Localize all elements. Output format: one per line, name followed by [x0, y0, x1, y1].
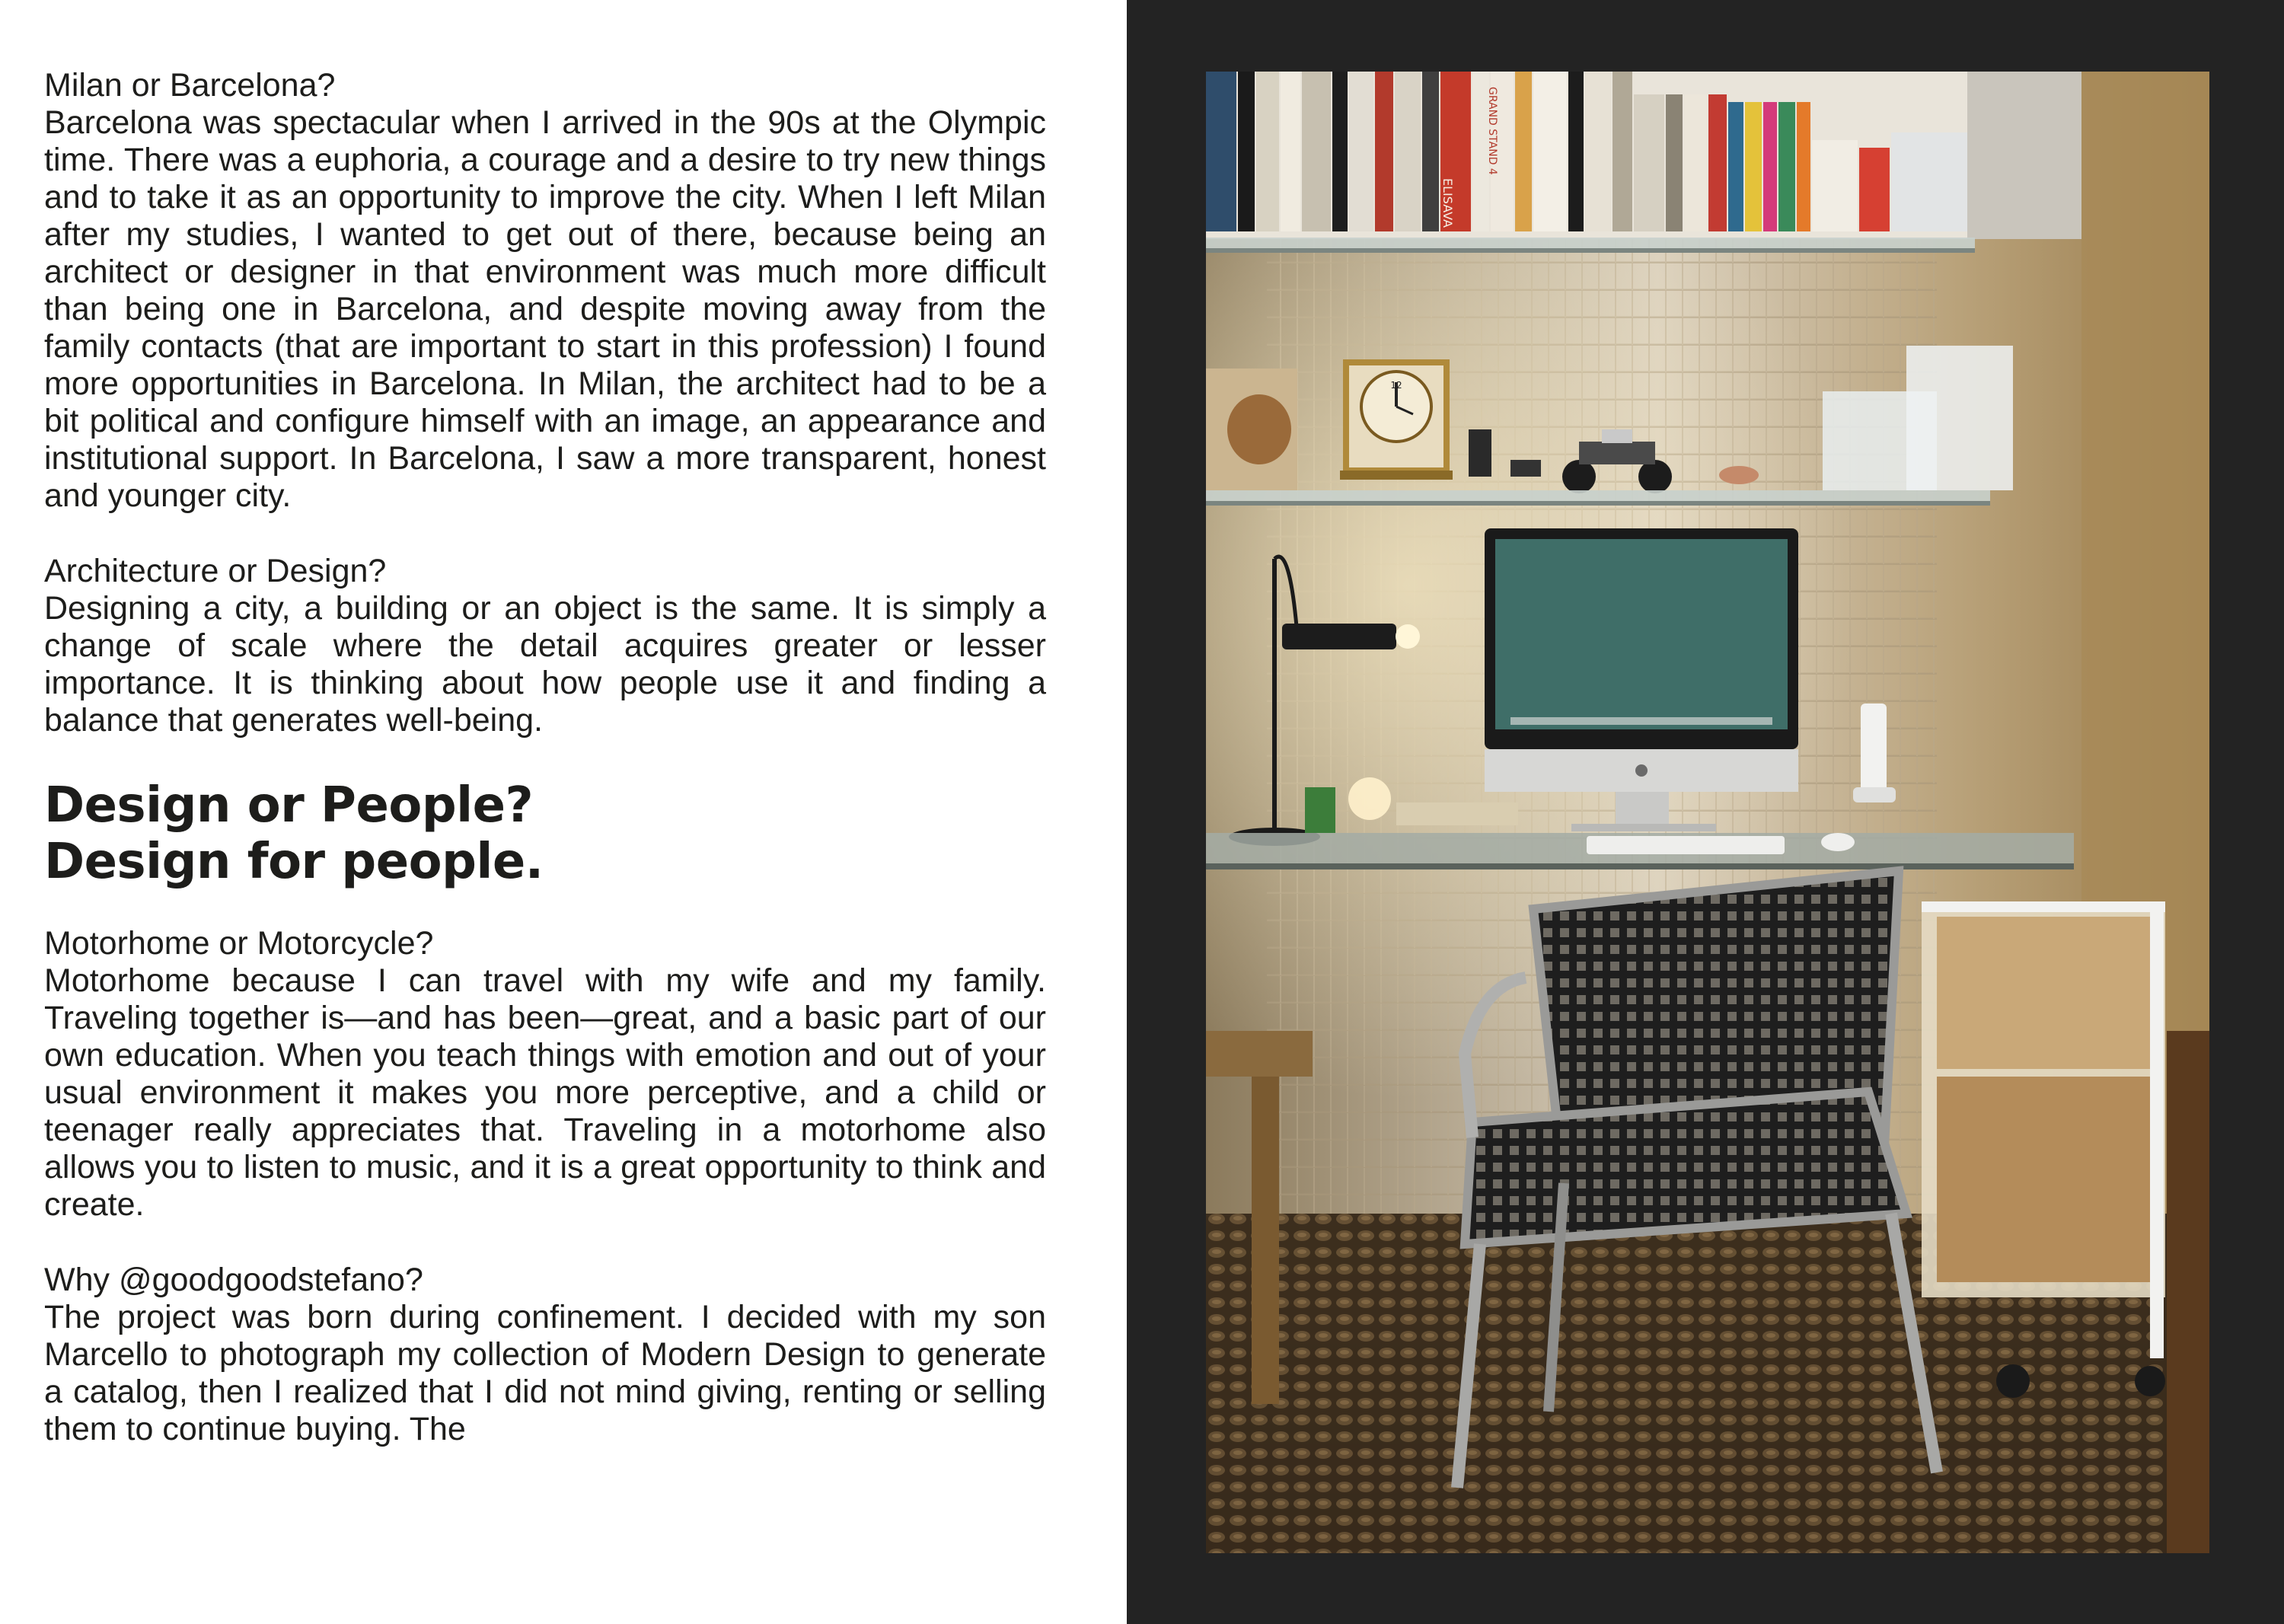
book-spine-label: GRAND STAND 4	[1486, 87, 1498, 175]
table-clock	[1340, 359, 1453, 480]
office-desk-photo	[1206, 72, 2209, 1553]
book-spine-label: ELISAVA	[1440, 178, 1455, 228]
office-desk-illustration	[1206, 72, 2209, 1553]
pull-quote	[44, 777, 1046, 890]
qa-block-goodgoodstefano	[44, 1262, 1046, 1448]
desktop-computer	[1485, 528, 1798, 831]
photo-panel	[1127, 0, 2284, 1624]
answer-paragraph: Barcelona was spectacular when I arrived in the 90s at the Olympic time. There was a euphoria, a courage and a desire to try new things and to take it as an opportunity to improve the city. When I left Milan after my studies, I wanted to get out of there, because being an architect or designer in that environment was much more difficult than being one in Barcelona, and despite moving away from the family contacts (that are important to start in this profession) I found more opportunities in Barcelona. In Milan, the architect had to be a bit political and configure himself with an image, an appearance and institutional support. In Barcelona, I saw a more transparent, honest and younger city.	[44, 104, 1046, 514]
question-heading: Milan or Barcelona?	[44, 67, 336, 104]
answer-paragraph: Motorhome because I can travel with my wife and my family. Traveling together is—and has been—great, and a basic part of our own education. When you teach things with emotion and out of your usual environment it makes you more perceptive, and a child or teenager really appreciates that. Traveling in a motorhome also allows you to listen to music, and it is a great opportunity to think and create.	[44, 962, 1046, 1223]
qa-block-architecture-design	[44, 553, 1046, 739]
pull-quote-line-1: Design or People?	[44, 777, 534, 834]
article-text-column	[44, 67, 1046, 1486]
keyboard	[1587, 836, 1785, 854]
bookshelf-top	[1206, 72, 2081, 253]
clock-numeral: 12	[1390, 380, 1402, 391]
pull-quote-line-2: Design for people.	[44, 834, 544, 890]
qa-block-milan-barcelona	[44, 67, 1046, 515]
question-heading: Motorhome or Motorcycle?	[44, 925, 434, 962]
answer-paragraph: Designing a city, a building or an object is the same. It is simply a change of scale where the detail acquires greater or lesser importance. It is thinking about how people use it and finding a balance that generates well-being.	[44, 590, 1046, 739]
question-heading: Architecture or Design?	[44, 553, 387, 589]
answer-paragraph: The project was born during confinement. I decided with my son Marcello to photograph my collection of Modern Design to generate a catalog, then I realized that I did not mind giving, renting or selling them to continue buying. The	[44, 1299, 1046, 1447]
qa-block-motorhome-motorcycle	[44, 925, 1046, 1224]
cordless-phone	[1861, 704, 1887, 795]
question-heading: Why @goodgoodstefano?	[44, 1262, 423, 1298]
